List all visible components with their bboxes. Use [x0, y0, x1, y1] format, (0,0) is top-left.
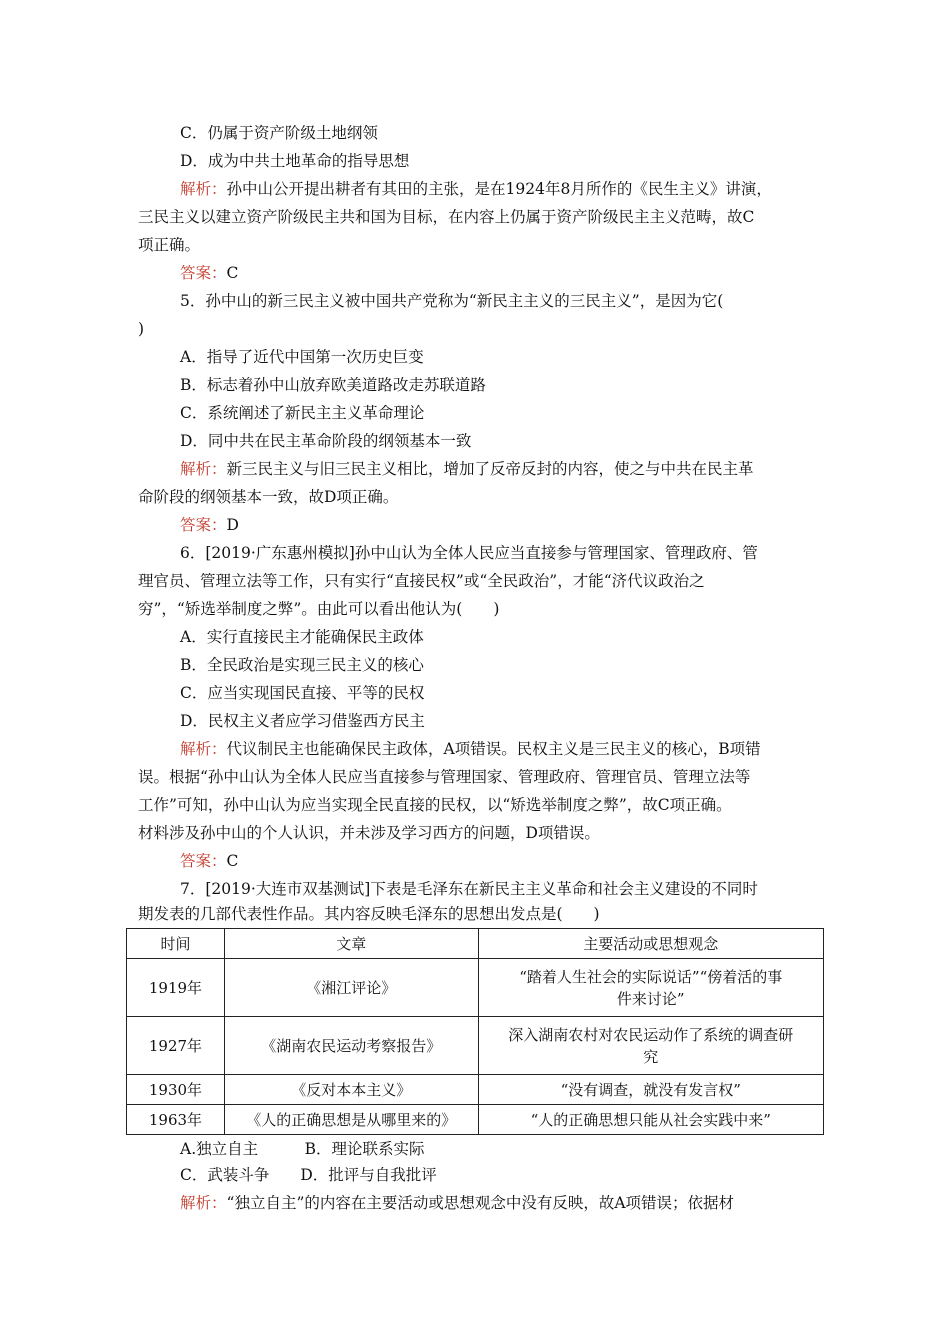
table-cell-title: 《湖南农民运动考察报告》	[224, 1017, 478, 1075]
analysis-label: 解析：	[180, 180, 227, 198]
q6-option-a: A．实行直接民主才能确保民主政体	[180, 628, 424, 646]
q4-option-d: D．成为中共土地革命的指导思想	[180, 152, 410, 170]
q6-analysis-line-1: 解析：代议制民主也能确保民主政体，A项错误。民权主义是三民主义的核心，B项错	[180, 740, 761, 758]
table-cell-title: 《反对本本主义》	[224, 1075, 478, 1105]
q7-stem-line-1: 7．[2019·大连市双基测试]下表是毛泽东在新民主主义革命和社会主义建设的不同时	[180, 880, 758, 898]
q5-option-d: D．同中共在民主革命阶段的纲领基本一致	[180, 432, 472, 450]
q6-option-b: B．全民政治是实现三民主义的核心	[180, 656, 424, 674]
table-cell-title: 《人的正确思想是从哪里来的》	[224, 1105, 478, 1135]
analysis-label: 解析：	[180, 1194, 227, 1212]
answer-label: 答案：	[180, 852, 227, 870]
table-row	[127, 959, 824, 1017]
q5-analysis-line-2: 命阶段的纲领基本一致，故D项正确。	[138, 488, 399, 506]
analysis-label: 解析：	[180, 460, 227, 478]
q4-analysis-line-3: 项正确。	[138, 236, 201, 254]
answer-label: 答案：	[180, 516, 227, 534]
q4-option-c: C．仍属于资产阶级土地纲领	[180, 124, 378, 142]
q6-stem-line-3: 穷”，“矫选举制度之弊”。由此可以看出他认为( )	[138, 600, 500, 618]
q5-option-b: B．标志着孙中山放弃欧美道路改走苏联道路	[180, 376, 486, 394]
table-header-cell: 时间	[127, 929, 225, 959]
q7-analysis-line-1: 解析：“独立自主”的内容在主要活动或思想观念中没有反映，故A项错误；依据材	[180, 1194, 735, 1212]
analysis-label: 解析：	[180, 740, 227, 758]
table-header-cell: 文章	[224, 929, 478, 959]
q6-analysis-line-3: 工作”可知，孙中山认为应当实现全民直接的民权，以“矫选举制度之弊”，故C项正确。	[138, 796, 732, 814]
q6-answer: 答案：C	[180, 852, 239, 870]
q4-answer: 答案：C	[180, 264, 239, 282]
q5-stem-line-2: )	[138, 320, 145, 338]
q4-analysis-line-2: 三民主义以建立资产阶级民主共和国为目标，在内容上仍属于资产阶级民主主义范畴，故C	[138, 208, 755, 226]
q5-stem-line-1: 5．孙中山的新三民主义被中国共产党称为“新民主主义的三民主义”，是因为它(	[180, 292, 724, 310]
q7-options-line-2: C．武装斗争 D．批评与自我批评	[180, 1166, 437, 1184]
q7-stem-line-2: 期发表的几部代表性作品。其内容反映毛泽东的思想出发点是( )	[138, 905, 600, 923]
q5-answer: 答案：D	[180, 516, 239, 534]
q6-analysis-line-2: 误。根据“孙中山认为全体人民应当直接参与管理国家、管理政府、管理官员、管理立法等	[138, 768, 751, 786]
table-cell-year: 1930年	[127, 1075, 225, 1105]
table-cell-year: 1927年	[127, 1017, 225, 1075]
table-cell-idea: “人的正确思想只能从社会实践中来”	[478, 1105, 823, 1135]
table-cell-idea: 深入湖南农村对农民运动作了系统的调查研 究	[478, 1017, 823, 1075]
works-table	[126, 928, 824, 1135]
q5-analysis-line-1: 解析：新三民主义与旧三民主义相比，增加了反帝反封的内容，使之与中共在民主革	[180, 460, 754, 478]
table-row	[127, 1017, 824, 1075]
q6-option-d: D．民权主义者应学习借鉴西方民主	[180, 712, 425, 730]
q5-option-c: C．系统阐述了新民主主义革命理论	[180, 404, 425, 422]
table-cell-idea: “没有调查，就没有发言权”	[478, 1075, 823, 1105]
q4-analysis-line-1: 解析：孙中山公开提出耕者有其田的主张，是在1924年8月所作的《民生主义》讲演，	[180, 180, 772, 198]
table-row	[127, 1075, 824, 1105]
q6-stem-line-2: 理官员、管理立法等工作，只有实行“直接民权”或“全民政治”，才能“济代议政治之	[138, 572, 705, 590]
q6-analysis-line-4: 材料涉及孙中山的个人认识，并未涉及学习西方的问题，D项错误。	[138, 824, 600, 842]
q5-option-a: A．指导了近代中国第一次历史巨变	[180, 348, 424, 366]
table-row	[127, 1105, 824, 1135]
answer-label: 答案：	[180, 264, 227, 282]
table-cell-year: 1963年	[127, 1105, 225, 1135]
table-cell-year: 1919年	[127, 959, 225, 1017]
q6-stem-line-1: 6．[2019·广东惠州模拟]孙中山认为全体人民应当直接参与管理国家、管理政府、管	[180, 544, 758, 562]
q6-option-c: C．应当实现国民直接、平等的民权	[180, 684, 425, 702]
table-cell-title: 《湘江评论》	[224, 959, 478, 1017]
table-header-cell: 主要活动或思想观念	[478, 929, 823, 959]
q7-options-line-1: A.独立自主 B．理论联系实际	[180, 1140, 425, 1158]
table-cell-idea: “踏着人生社会的实际说话”“傍着活的事 件来讨论”	[478, 959, 823, 1017]
table-header-row	[127, 929, 824, 959]
